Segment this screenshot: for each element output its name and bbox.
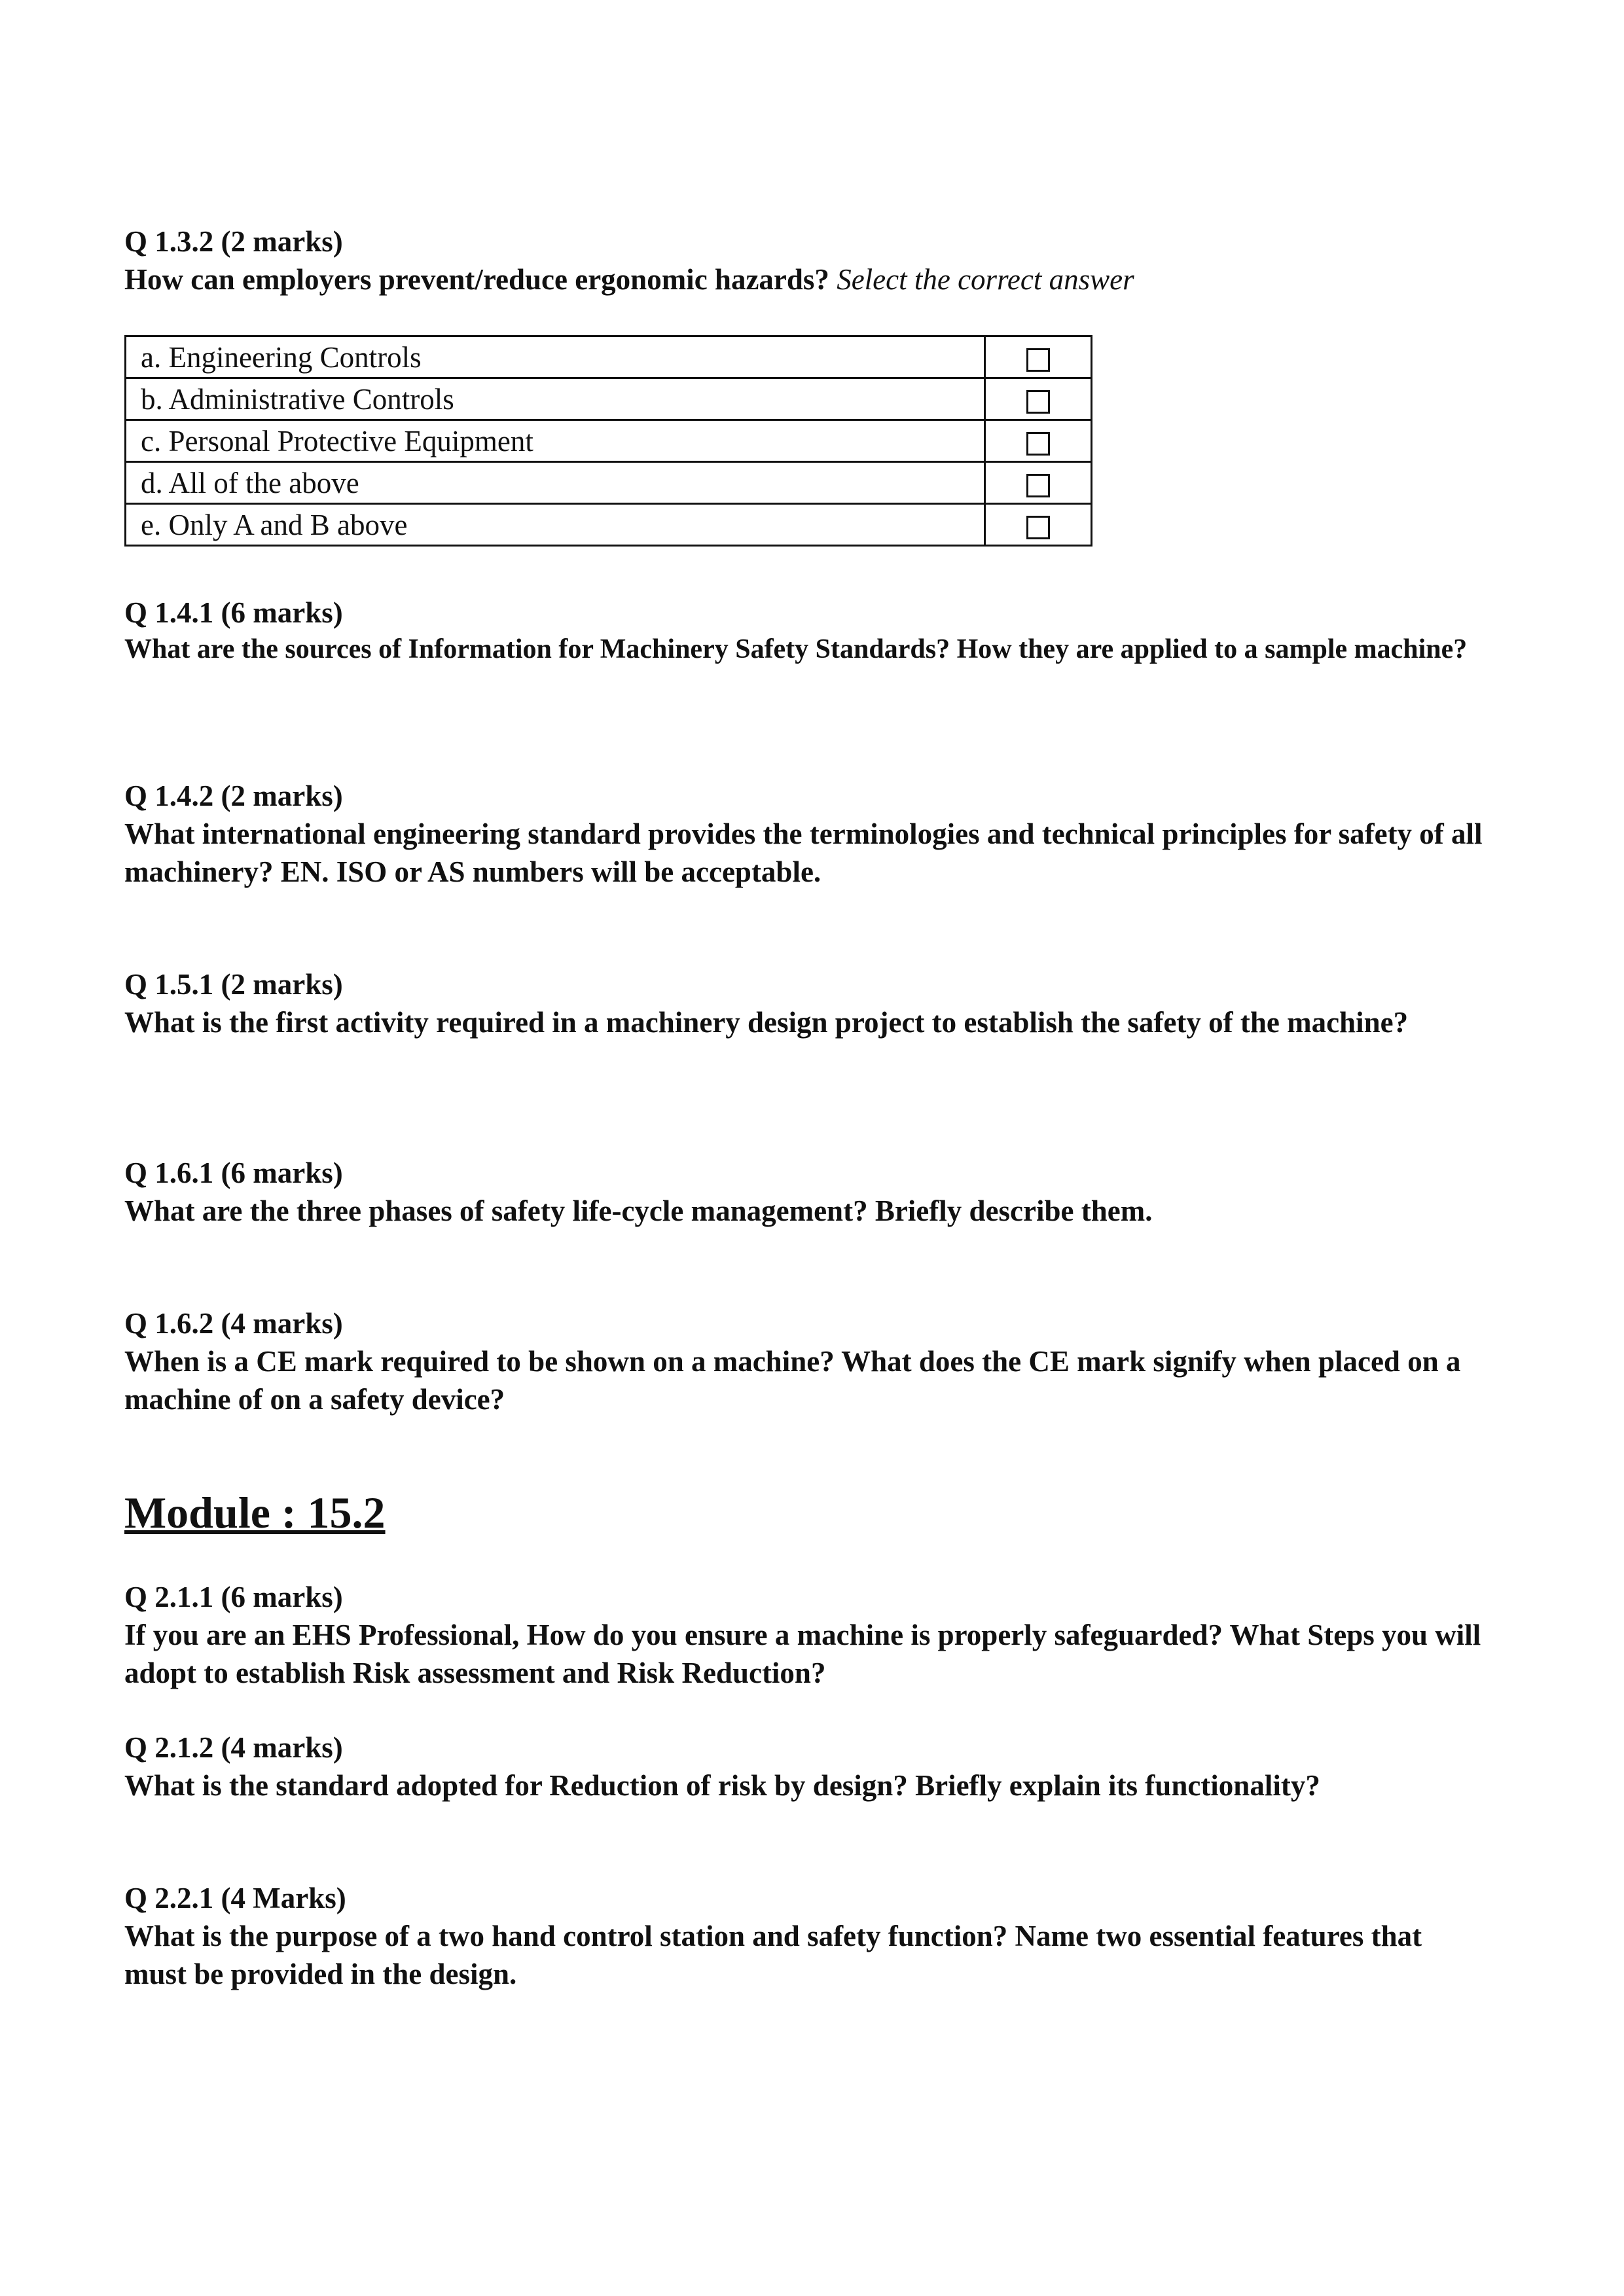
question-text: What is the standard adopted for Reduction of risk by design? Briefly explain its functionality? (124, 1769, 1320, 1802)
question-heading: Q 2.1.1 (6 marks) (124, 1581, 343, 1613)
question-1-6-2 (124, 1304, 1486, 1418)
question-text: If you are an EHS Professional, How do you ensure a machine is properly safeguarded? What Steps you will adopt to establish Risk assessment and Risk Reduction? (124, 1619, 1481, 1689)
question-instruction: Select the correct answer (837, 263, 1134, 296)
answer-option-row (126, 378, 1092, 420)
answer-option-label: e. Only A and B above (126, 504, 985, 546)
answer-checkbox-cell (985, 336, 1092, 378)
answer-option-label: a. Engineering Controls (126, 336, 985, 378)
module-heading: Module : 15.2 (124, 1488, 386, 1537)
answer-option-label: b. Administrative Controls (126, 378, 985, 420)
question-text: What is the purpose of a two hand control station and safety function? Name two essential features that must be provided in the design. (124, 1920, 1422, 1990)
answer-checkbox-a[interactable] (1026, 348, 1050, 372)
answer-option-label: d. All of the above (126, 462, 985, 504)
answer-checkbox-cell (985, 462, 1092, 504)
question-1-4-1 (124, 594, 1486, 667)
answer-option-row (126, 504, 1092, 546)
question-1-3-2 (124, 223, 1486, 298)
question-heading: Q 1.5.1 (2 marks) (124, 968, 343, 1001)
answer-option-row (126, 420, 1092, 462)
answer-option-row (126, 462, 1092, 504)
answer-options-table (124, 335, 1092, 547)
question-heading: Q 2.1.2 (4 marks) (124, 1731, 343, 1764)
question-text: When is a CE mark required to be shown on a machine? What does the CE mark signify when placed on a machine of on a safety device? (124, 1345, 1461, 1416)
question-1-4-2 (124, 777, 1486, 891)
question-heading: Q 1.6.1 (6 marks) (124, 1157, 343, 1189)
question-1-5-1 (124, 965, 1486, 1041)
answer-checkbox-b[interactable] (1026, 390, 1050, 414)
answer-checkbox-cell (985, 378, 1092, 420)
question-text: What are the three phases of safety life-cycle management? Briefly describe them. (124, 1194, 1153, 1227)
question-heading: Q 2.2.1 (4 Marks) (124, 1882, 346, 1914)
question-prompt: How can employers prevent/reduce ergonomic hazards? (124, 263, 829, 296)
question-text (124, 260, 1486, 298)
answer-checkbox-cell (985, 420, 1092, 462)
answer-checkbox-cell (985, 504, 1092, 546)
answer-checkbox-c[interactable] (1026, 432, 1050, 456)
question-2-2-1 (124, 1879, 1486, 1993)
question-heading: Q 1.4.1 (6 marks) (124, 596, 343, 629)
answer-checkbox-d[interactable] (1026, 474, 1050, 497)
answer-checkbox-e[interactable] (1026, 516, 1050, 539)
answer-option-label: c. Personal Protective Equipment (126, 420, 985, 462)
question-heading: Q 1.6.2 (4 marks) (124, 1307, 343, 1340)
question-text: What international engineering standard provides the terminologies and technical principles for safety of all machinery? EN. ISO or AS numbers will be acceptable. (124, 817, 1483, 888)
question-text: What are the sources of Information for Machinery Safety Standards? How they are applied to a sample machine? (124, 634, 1468, 664)
question-heading: Q 1.3.2 (2 marks) (124, 225, 343, 258)
question-2-1-1 (124, 1578, 1486, 1692)
question-2-1-2 (124, 1729, 1486, 1804)
question-heading: Q 1.4.2 (2 marks) (124, 780, 343, 812)
question-1-6-1 (124, 1154, 1486, 1230)
question-text: What is the first activity required in a machinery design project to establish the safety of the machine? (124, 1006, 1409, 1039)
answer-option-row (126, 336, 1092, 378)
